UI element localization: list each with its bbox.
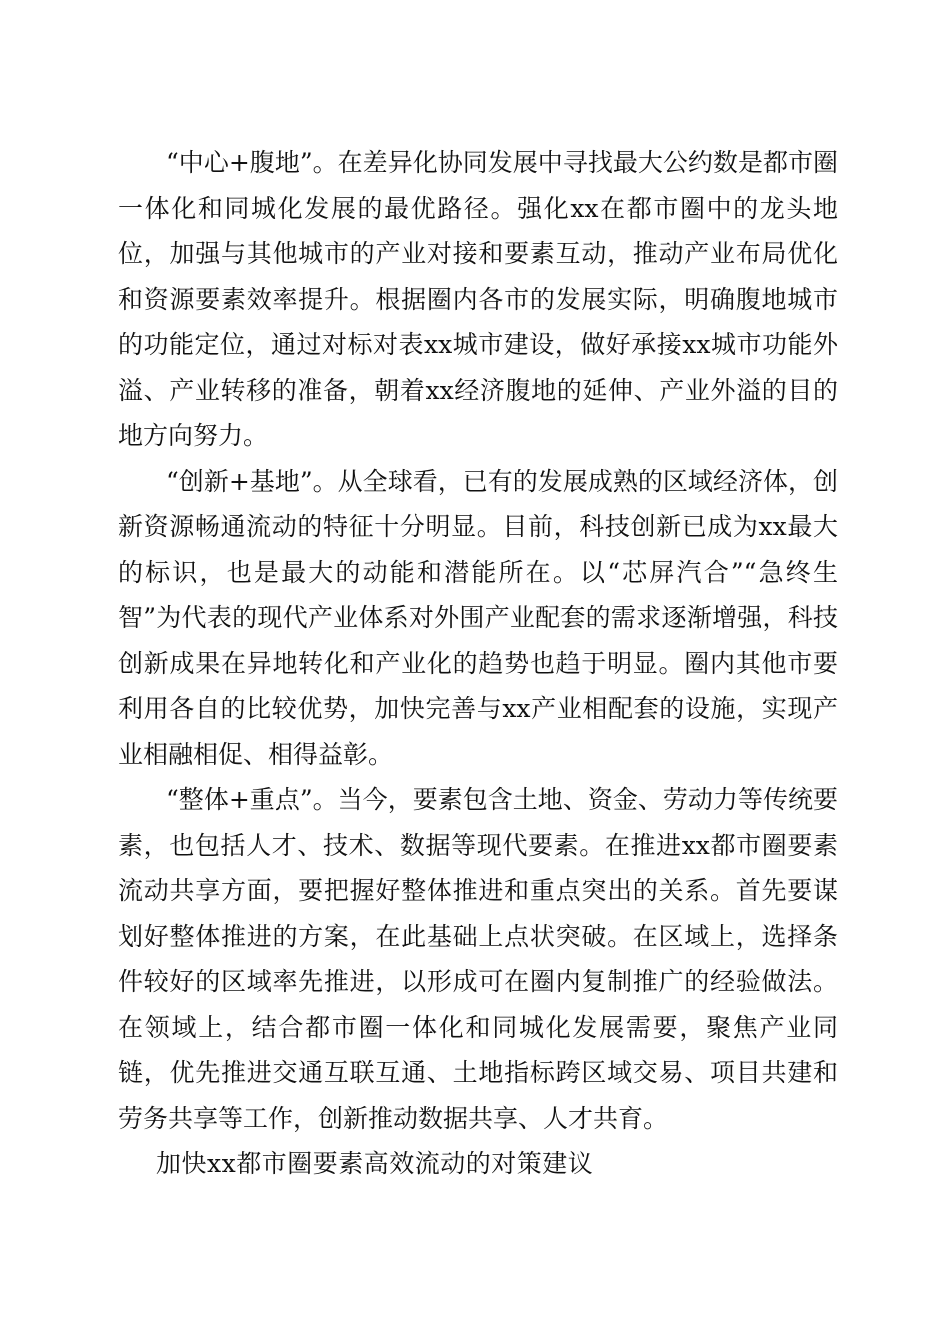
- paragraph-center-hinterland: “中心+腹地”。在差异化协同发展中寻找最大公约数是都市圈一体化和同城化发展的最优路径。强化xx在都市圈中的龙头地位，加强与其他城市的产业对接和要素互动，推动产业布局优化和资源要素效率提升。根据圈内各市的发展实际，明确腹地城市的功能定位，通过对标对表xx城市建设，做好承接xx城市功能外溢、产业转移的准备，朝着xx经济腹地的延伸、产业外溢的目的地方向努力。: [118, 148, 838, 450]
- paragraph-innovation-base: “创新+基地”。从全球看，已有的发展成熟的区域经济体，创新资源畅通流动的特征十分明显。目前，科技创新已成为xx最大的标识，也是最大的动能和潜能所在。以“芯屏汽合”“急终生智”为代表的现代产业体系对外围产业配套的需求逐渐增强，科技创新成果在异地转化和产业化的趋势也趋于明显。圈内其他市要利用各自的比较优势，加快完善与xx产业相配套的设施，实现产业相融相促、相得益彰。: [118, 466, 838, 769]
- document-body: [118, 140, 838, 1187]
- section-heading: 加快xx都市圈要素高效流动的对策建议: [156, 1149, 594, 1178]
- paragraph-whole-key: “整体+重点”。当今，要素包含土地、资金、劳动力等传统要素，也包括人才、技术、数据等现代要素。在推进xx都市圈要素流动共享方面，要把握好整体推进和重点突出的关系。首先要谋划好整体推进的方案，在此基础上点状突破。在区域上，选择条件较好的区域率先推进，以形成可在圈内复制推广的经验做法。在领域上，结合都市圈一体化和同城化发展需要，聚焦产业同链，优先推进交通互联互通、土地指标跨区域交易、项目共建和劳务共享等工作，创新推动数据共享、人才共育。: [118, 785, 838, 1133]
